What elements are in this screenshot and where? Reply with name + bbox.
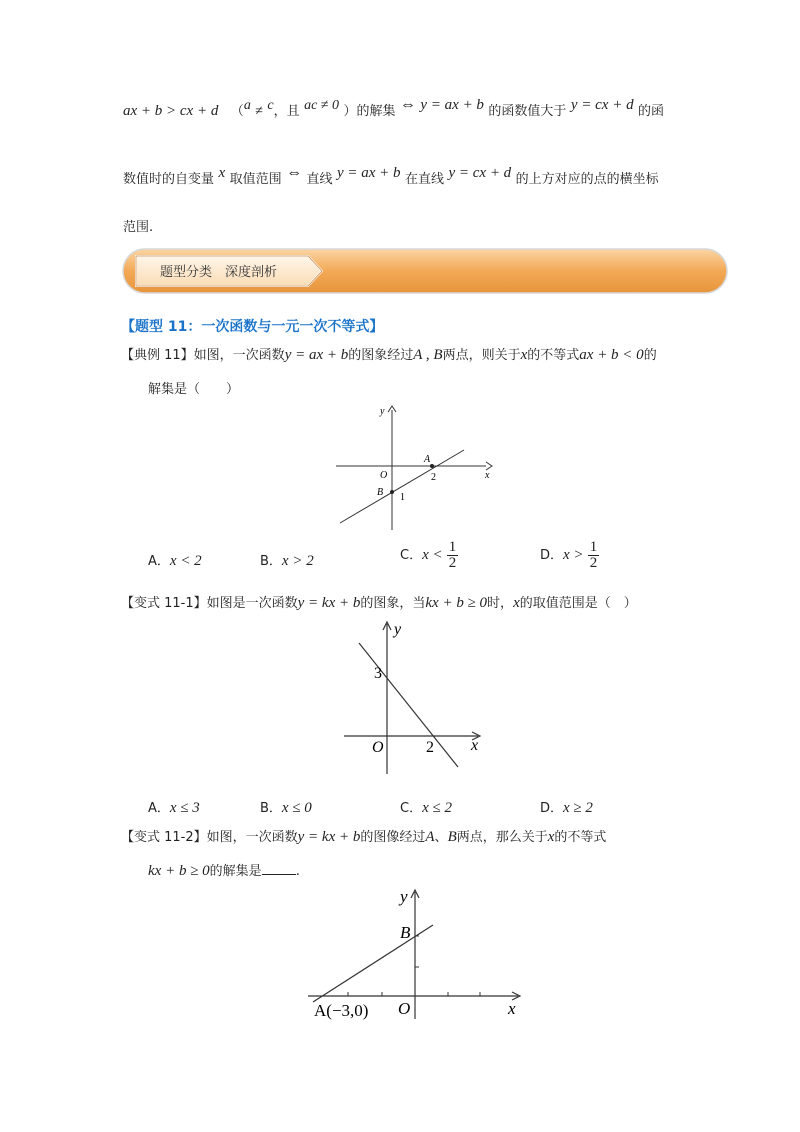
intro-mid1: 的函数值大于 bbox=[488, 104, 567, 119]
v112-a: A bbox=[425, 829, 435, 845]
label-a-coord: A(−3,0) bbox=[314, 1001, 369, 1020]
answer-blank[interactable] bbox=[262, 874, 296, 875]
v111-mid: 的图象，当 bbox=[360, 596, 426, 611]
option-label: C． bbox=[400, 801, 423, 816]
numerator: 1 bbox=[589, 539, 598, 555]
ex11-mid2: 两点，则关于 bbox=[442, 348, 521, 363]
v112-mid: 的图像经过 bbox=[360, 830, 426, 845]
ex11-mid3: 的不等式 bbox=[527, 348, 580, 363]
option-label: C． bbox=[400, 548, 423, 563]
intro2-end: 的上方对应的点的横坐标 bbox=[515, 172, 659, 187]
option-expr: x < bbox=[422, 547, 443, 563]
intro2-y1: y = ax + b bbox=[336, 165, 401, 181]
variant-11-1-text bbox=[121, 592, 637, 612]
section-banner bbox=[122, 248, 728, 294]
v111-option-b[interactable] bbox=[260, 797, 312, 817]
ex11-ineq: ax + b < 0 bbox=[579, 347, 644, 363]
tick-2: 2 bbox=[431, 472, 436, 483]
ex11-option-a[interactable] bbox=[148, 550, 202, 570]
origin-label: O bbox=[372, 739, 384, 756]
v111-option-c[interactable] bbox=[400, 797, 452, 817]
banner-label: 题型分类 深度剖析 bbox=[160, 265, 278, 280]
ex11-option-c[interactable] bbox=[400, 540, 458, 571]
intro-end: 的函 bbox=[638, 104, 665, 119]
denominator: 2 bbox=[448, 555, 457, 571]
fraction bbox=[588, 540, 600, 571]
label-a: A bbox=[424, 454, 431, 465]
v112-b: B bbox=[447, 829, 457, 845]
v112-prefix: 【变式 11-2】如图，一次函数 bbox=[121, 830, 298, 845]
v112-end: 的不等式 bbox=[554, 830, 607, 845]
intro-paren-close: ）的解集 bbox=[343, 104, 396, 119]
v111-x: x bbox=[513, 595, 520, 611]
ex11-mid: 的图象经过 bbox=[348, 348, 414, 363]
option-expr: x ≤ 2 bbox=[422, 800, 452, 816]
option-label: D． bbox=[540, 548, 564, 563]
option-label: A． bbox=[148, 801, 170, 816]
ex11-option-b[interactable] bbox=[260, 550, 314, 570]
intro2-mid1: 取值范围 bbox=[229, 172, 282, 187]
intro-cond-neq: ≠ bbox=[255, 104, 263, 119]
intro-line-1 bbox=[123, 96, 665, 120]
x-axis-label: x bbox=[508, 999, 516, 1018]
v111-end: 的取值范围是（ ） bbox=[519, 596, 637, 611]
ex11-end: 的 bbox=[643, 348, 657, 363]
origin-label: O bbox=[380, 470, 388, 481]
option-expr: x ≤ 3 bbox=[169, 800, 200, 816]
x-axis-label: x bbox=[485, 470, 490, 481]
v111-graph bbox=[336, 614, 496, 774]
tick-1: 1 bbox=[400, 492, 405, 503]
x-axis-arrow bbox=[486, 462, 492, 470]
label-b: B bbox=[400, 923, 411, 942]
intro2-mid3: 在直线 bbox=[405, 172, 445, 187]
v111-mid2: 时， bbox=[487, 596, 514, 611]
y-axis-label: y bbox=[394, 621, 402, 638]
y-axis-ticks bbox=[415, 936, 419, 967]
v111-prefix: 【变式 11-1】如图是一次函数 bbox=[121, 596, 298, 611]
point-b bbox=[390, 490, 394, 494]
option-expr: x > bbox=[563, 547, 584, 563]
option-expr: x ≥ 2 bbox=[563, 800, 593, 816]
intro-cond-ac: ac ≠ 0 bbox=[304, 98, 339, 113]
v112-mid2: 两点，那么关于 bbox=[456, 830, 548, 845]
v112-sep: 、 bbox=[434, 830, 448, 845]
ex11-prefix: 【典例 11】如图，一次函数 bbox=[121, 348, 285, 363]
option-label: D． bbox=[540, 801, 564, 816]
option-label: B． bbox=[260, 554, 282, 569]
y-axis-label: y bbox=[400, 887, 408, 906]
x-axis-label: x bbox=[471, 737, 479, 754]
point-a bbox=[430, 464, 434, 468]
ex11-x: x bbox=[520, 347, 528, 363]
denominator: 2 bbox=[589, 555, 598, 571]
ex11-option-d[interactable] bbox=[540, 540, 599, 571]
intro-line-3: 范围. bbox=[123, 220, 154, 235]
numerator: 1 bbox=[448, 539, 457, 555]
section-title: 【题型 11：一次函数与一元一次不等式】 bbox=[121, 319, 384, 335]
ex11-pts: A , B bbox=[413, 347, 443, 363]
tick-3: 3 bbox=[374, 665, 382, 682]
iff-symbol: ⇔ bbox=[286, 164, 303, 181]
y-axis-label: y bbox=[380, 406, 385, 417]
intro-cond-c: c bbox=[267, 98, 274, 113]
intro2-mid2: 直线 bbox=[306, 172, 333, 187]
option-label: A． bbox=[148, 554, 170, 569]
option-expr: x < 2 bbox=[169, 553, 202, 569]
intro2-x: x bbox=[218, 165, 226, 181]
option-expr: x > 2 bbox=[281, 553, 314, 569]
ex11-line bbox=[340, 450, 464, 523]
v112-ineq: kx + b ≥ 0 bbox=[148, 863, 210, 879]
v112-x: x bbox=[547, 829, 555, 845]
tick-2: 2 bbox=[426, 739, 434, 756]
example-11-line-2: 解集是（ ） bbox=[148, 382, 240, 397]
v112-func: y = kx + b bbox=[297, 829, 361, 845]
v112-line2-end: 的解集是 bbox=[209, 864, 262, 879]
intro-y1: y = ax + b bbox=[420, 97, 484, 113]
intro-ineq: ax + b > cx + d bbox=[123, 103, 219, 119]
intro-cond-a: a bbox=[243, 98, 251, 113]
v111-option-d[interactable] bbox=[540, 797, 593, 817]
v111-option-a[interactable] bbox=[148, 797, 200, 817]
option-label: B． bbox=[260, 801, 282, 816]
variant-11-2-line-2 bbox=[148, 860, 300, 880]
v111-cond: kx + b ≥ 0 bbox=[425, 595, 488, 611]
example-11-line-1 bbox=[121, 344, 657, 364]
intro-paren-open: （ bbox=[230, 104, 244, 119]
option-expr: x ≤ 0 bbox=[281, 800, 312, 816]
iff-symbol: ⇔ bbox=[399, 96, 416, 113]
fraction bbox=[447, 540, 459, 571]
label-b: B bbox=[377, 487, 384, 498]
variant-11-2-line-1 bbox=[121, 826, 606, 846]
ex11-func: y = ax + b bbox=[284, 347, 349, 363]
intro2-start: 数值时的自变量 bbox=[123, 172, 215, 187]
v112-dot: . bbox=[295, 864, 300, 879]
v111-func: y = kx + b bbox=[297, 595, 361, 611]
intro-cond-mid: ，且 bbox=[273, 104, 300, 119]
intro-line-2 bbox=[123, 164, 659, 188]
origin-label: O bbox=[398, 999, 411, 1018]
ex11-graph bbox=[330, 398, 500, 536]
intro-y2: y = cx + d bbox=[570, 97, 634, 113]
intro2-y2: y = cx + d bbox=[448, 165, 512, 181]
v112-graph bbox=[300, 884, 530, 1024]
